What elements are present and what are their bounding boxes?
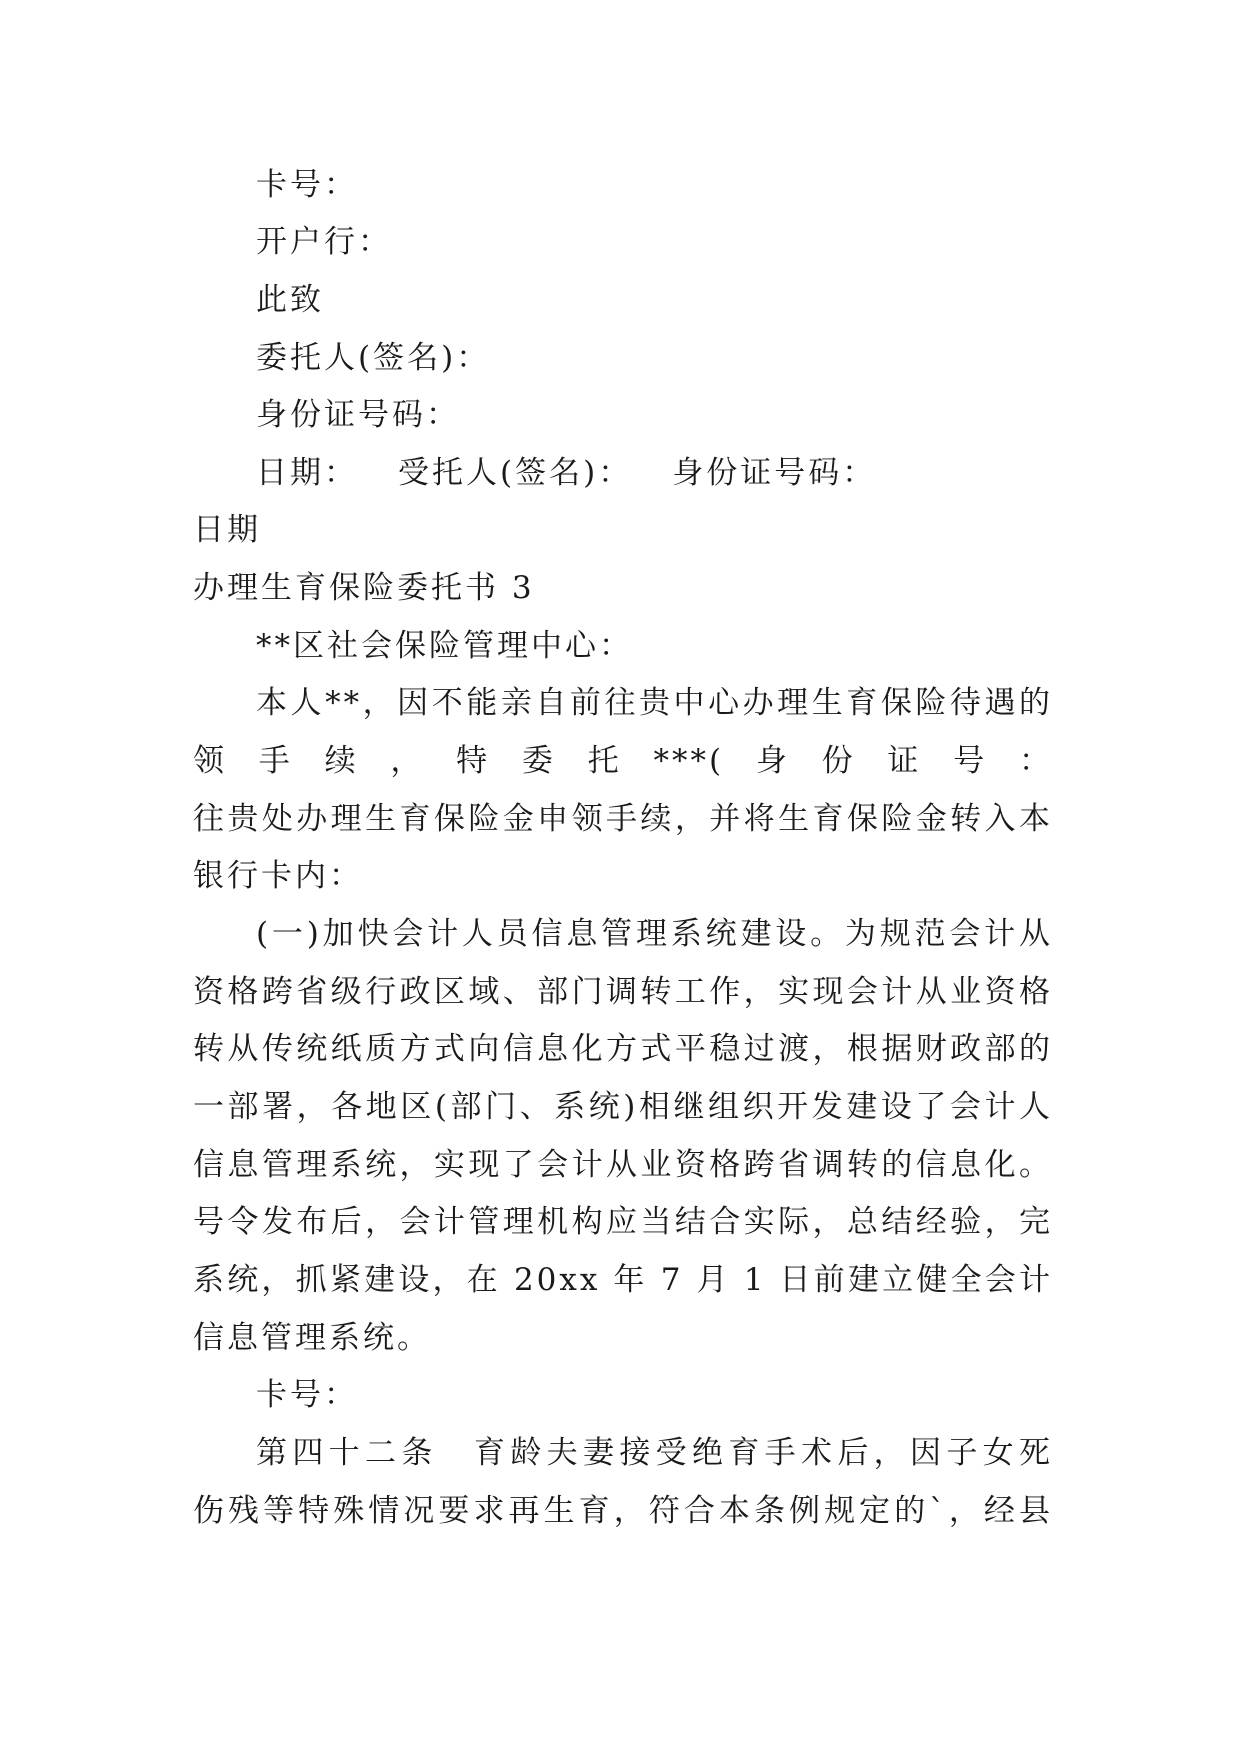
agent-signature-label: 受托人(签名)： [398,455,633,491]
paragraph-line: 资格跨省级行政区域、部门调转工作，实现会计从业资格 [193,974,1053,1010]
card-number-label: 卡号： [256,167,358,203]
agent-id-label: 身份证号码： [672,455,877,491]
date-label: 日期： [256,455,358,491]
paragraph-line: 本人**，因不能亲自前往贵中心办理生育保险待遇的 [256,685,1053,721]
addressee: **区社会保险管理中心： [256,628,633,664]
paragraph-line: 伤残等特殊情况要求再生育，符合本条例规定的`，经县 [193,1493,1053,1529]
section-title: 办理生育保险委托书 3 [193,570,535,606]
paragraph-line: 一部署，各地区(部门、系统)相继组织开发建设了会计人 [193,1089,1053,1125]
card-number-label: 卡号： [256,1377,358,1413]
paragraph-line: 系统，抓紧建设，在 20xx 年 7 月 1 日前建立健全会计 [193,1262,1053,1298]
paragraph-line: 号令发布后，会计管理机构应当结合实际，总结经验，完 [193,1204,1053,1240]
bank-label: 开户行： [256,224,392,260]
paragraph-line: 信息管理系统。 [193,1320,431,1356]
closing-regards: 此致 [256,282,324,318]
principal-id-label: 身份证号码： [256,397,460,433]
signature-row [256,444,1116,502]
paragraph-line: 银行卡内： [193,858,363,894]
paragraph-line: 转从传统纸质方式向信息化方式平稳过渡，根据财政部的 [193,1031,1053,1067]
paragraph-line: (一)加快会计人员信息管理系统建设。为规范会计从 [256,916,1053,952]
paragraph-line: 第四十二条 育龄夫妻接受绝育手术后，因子女死 [256,1435,1053,1471]
paragraph-line: 信息管理系统，实现了会计从业资格跨省调转的信息化。 [193,1147,1053,1183]
principal-signature-label: 委托人(签名)： [256,340,491,376]
paragraph-line: 领手续，特委托***(身份证号： [193,743,1053,779]
paragraph-line: 往贵处办理生育保险金申领手续，并将生育保险金转入本 [193,801,1053,837]
date-line: 日期 [193,512,261,548]
